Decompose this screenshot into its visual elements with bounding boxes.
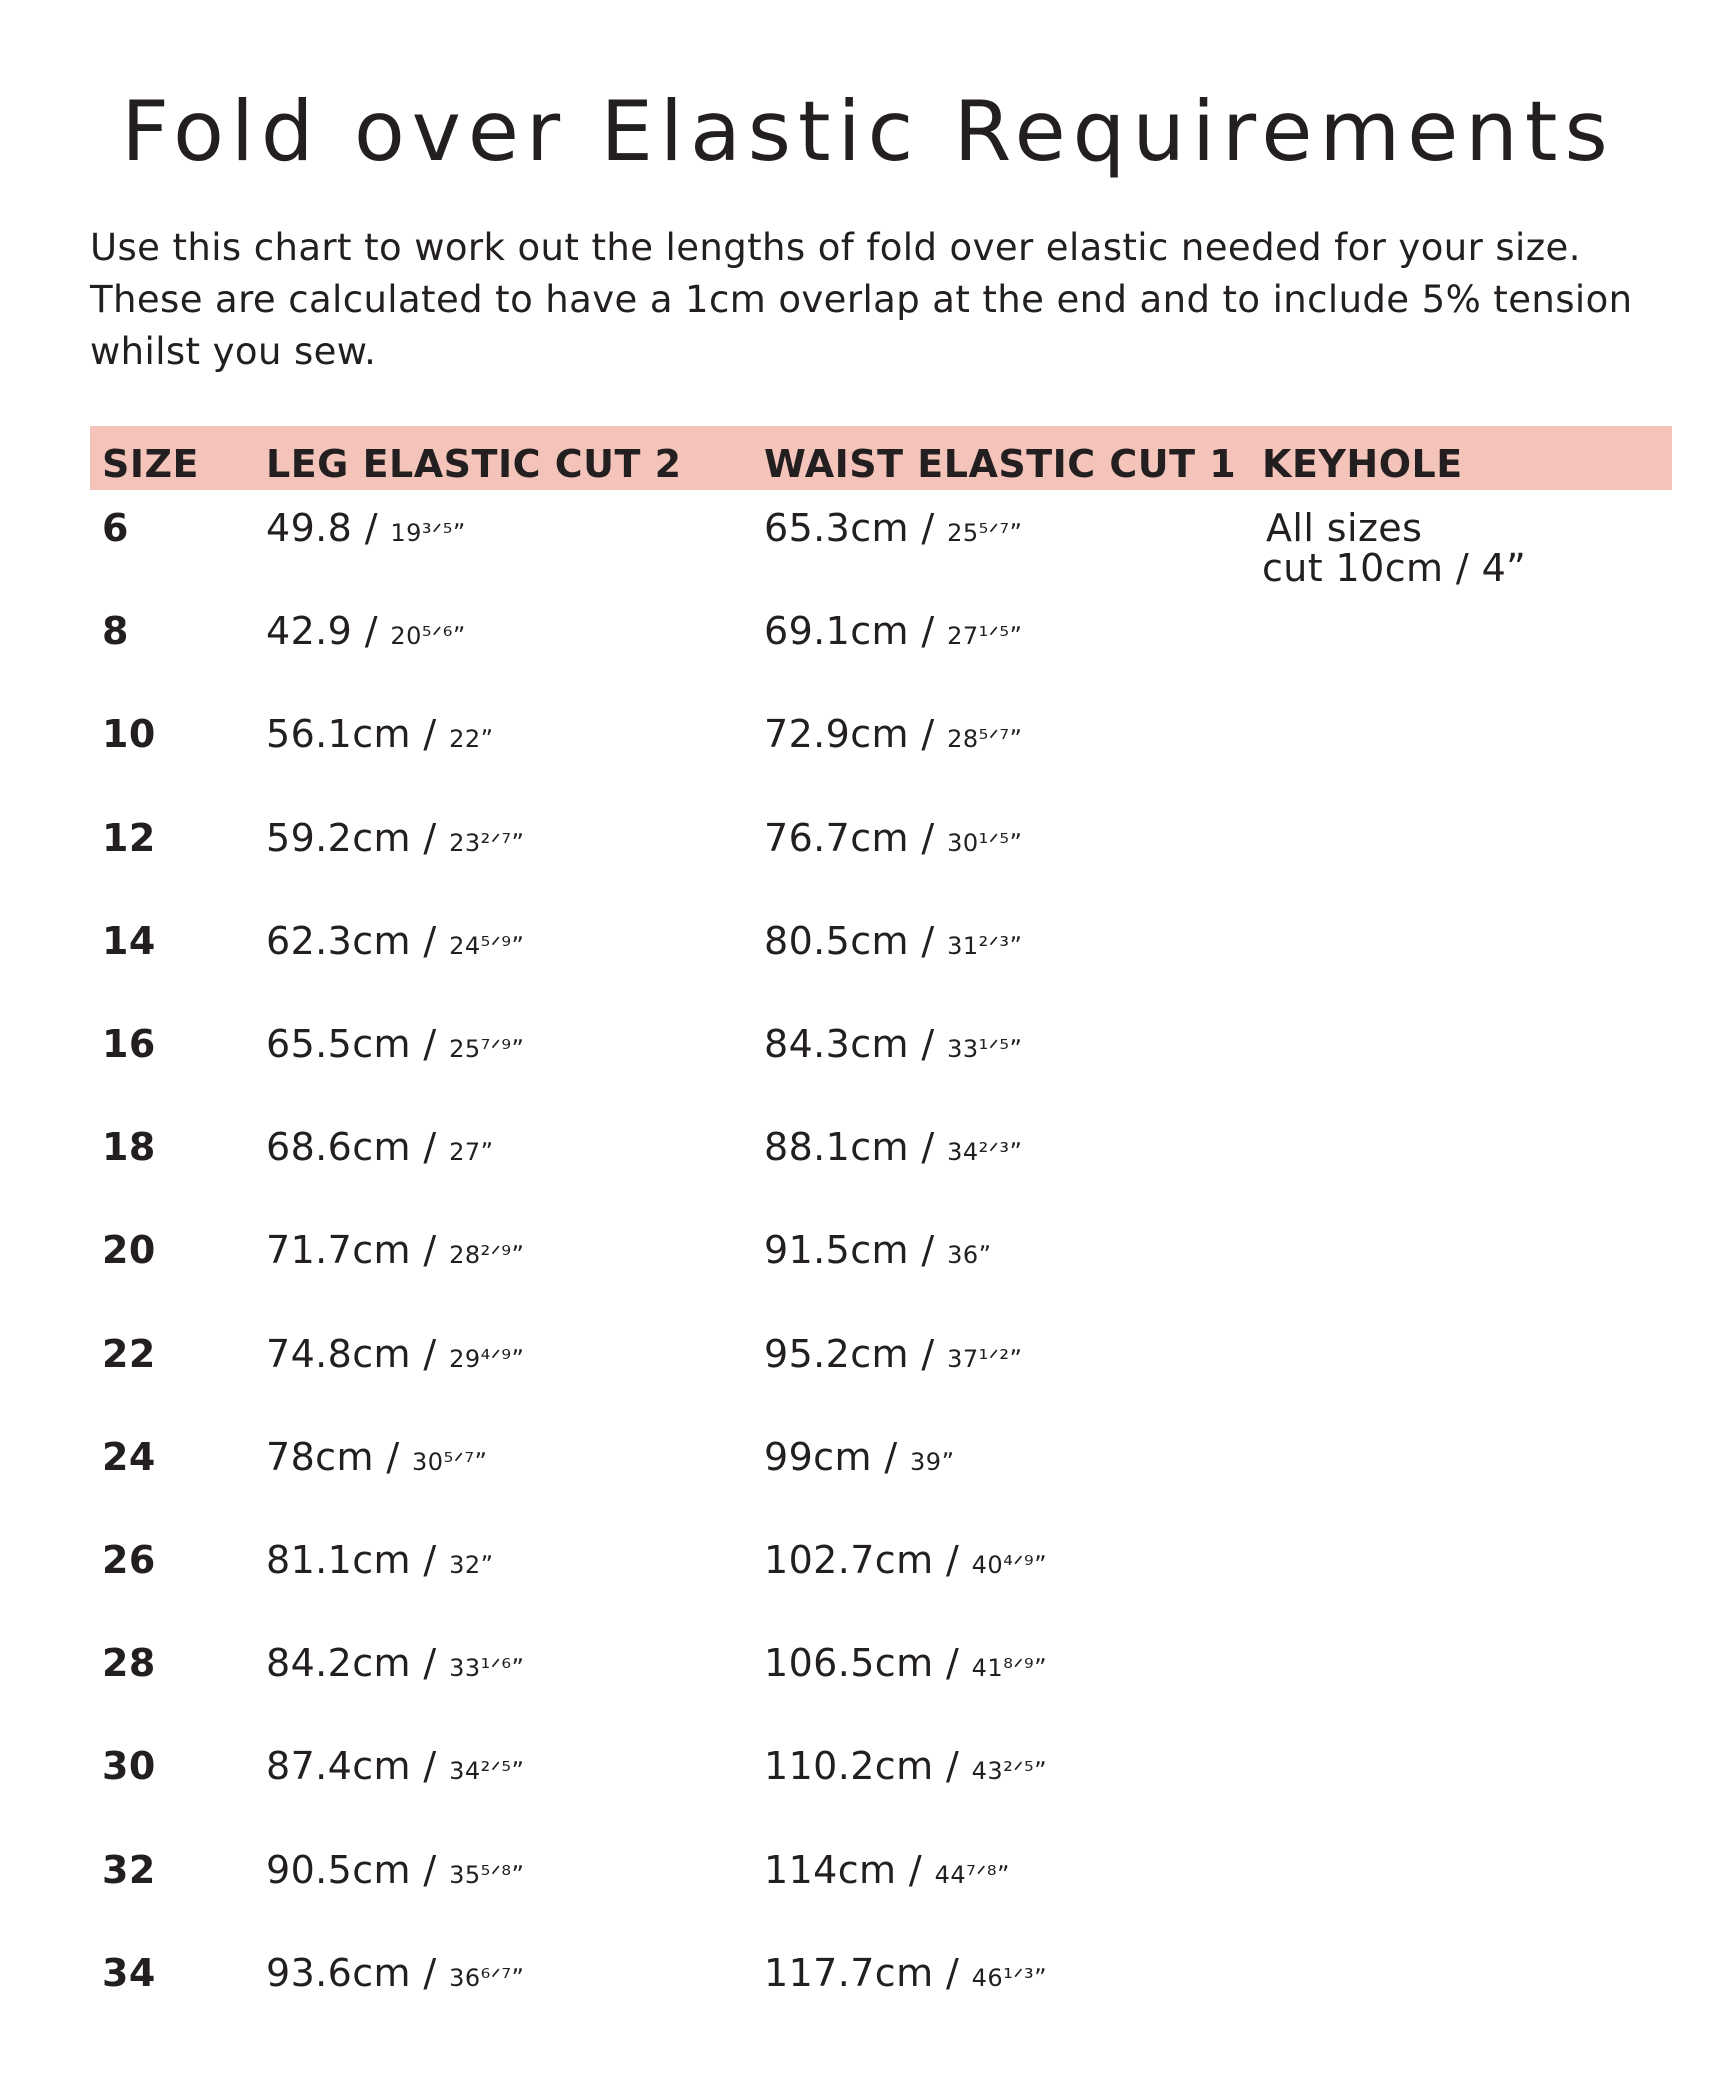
waist-cm-value: 114cm / — [764, 1848, 935, 1892]
size-cell: 22 — [102, 1332, 156, 1376]
leg-elastic-cell — [266, 1222, 524, 1283]
leg-elastic-cell — [266, 1635, 524, 1696]
leg-cm-value: 65.5cm / — [266, 1022, 450, 1066]
leg-inch-value: 35⁵ᐟ⁸ˮ — [449, 1861, 525, 1889]
leg-elastic-cell — [266, 1429, 487, 1490]
waist-cm-value: 69.1cm / — [764, 609, 948, 653]
leg-inch-value: 27ˮ — [449, 1138, 494, 1166]
table-row — [0, 1119, 1736, 1179]
size-cell: 30 — [102, 1744, 156, 1788]
leg-inch-value: 19³ᐟ⁵ˮ — [390, 519, 466, 547]
table-row — [0, 1945, 1736, 2005]
leg-inch-value: 30⁵ᐟ⁷ˮ — [412, 1448, 488, 1476]
table-row — [0, 1222, 1736, 1282]
leg-cm-value: 71.7cm / — [266, 1228, 450, 1272]
waist-inch-value: 44⁷ᐟ⁸ˮ — [934, 1861, 1010, 1889]
table-row — [0, 1842, 1736, 1902]
waist-elastic-cell — [764, 1429, 955, 1490]
leg-inch-value: 24⁵ᐟ⁹ˮ — [449, 932, 525, 960]
intro-text — [90, 222, 1690, 378]
table-row — [0, 1016, 1736, 1076]
size-cell: 10 — [102, 712, 156, 756]
leg-cm-value: 49.8 / — [266, 506, 391, 550]
table-row — [0, 1429, 1736, 1489]
size-cell: 14 — [102, 919, 156, 963]
page-title: Fold over Elastic Requirements — [121, 83, 1615, 180]
table-row — [0, 913, 1736, 973]
table-row — [0, 500, 1736, 560]
waist-cm-value: 110.2cm / — [764, 1744, 972, 1788]
header-size: SIZE — [102, 442, 200, 486]
leg-cm-value: 78cm / — [266, 1435, 413, 1479]
waist-cm-value: 102.7cm / — [764, 1538, 972, 1582]
size-cell: 18 — [102, 1125, 156, 1169]
leg-cm-value: 84.2cm / — [266, 1641, 450, 1685]
leg-elastic-cell — [266, 1326, 524, 1387]
waist-elastic-cell — [764, 706, 1022, 767]
intro-line: These are calculated to have a 1cm overlap at the end and to include 5% tension — [90, 278, 1633, 321]
waist-cm-value: 76.7cm / — [764, 816, 948, 860]
keyhole-line: cut 10cm / 4” — [1262, 546, 1527, 590]
intro-line: Use this chart to work out the lengths of fold over elastic needed for your size. — [90, 226, 1581, 269]
table-row — [0, 810, 1736, 870]
waist-inch-value: 39ˮ — [910, 1448, 955, 1476]
table-row — [0, 1635, 1736, 1695]
leg-cm-value: 59.2cm / — [266, 816, 450, 860]
size-cell: 26 — [102, 1538, 156, 1582]
leg-inch-value: 29⁴ᐟ⁹ˮ — [449, 1345, 525, 1373]
waist-elastic-cell — [764, 1532, 1047, 1593]
waist-elastic-cell — [764, 603, 1022, 664]
leg-inch-value: 22ˮ — [449, 725, 494, 753]
leg-cm-value: 90.5cm / — [266, 1848, 450, 1892]
waist-elastic-cell — [764, 1738, 1047, 1799]
leg-elastic-cell — [266, 1738, 524, 1799]
leg-inch-value: 33¹ᐟ⁶ˮ — [449, 1654, 525, 1682]
header-leg-elastic: LEG ELASTIC CUT 2 — [266, 442, 682, 486]
waist-inch-value: 43²ᐟ⁵ˮ — [971, 1757, 1048, 1785]
leg-cm-value: 42.9 / — [266, 609, 391, 653]
waist-cm-value: 65.3cm / — [764, 506, 948, 550]
size-cell: 20 — [102, 1228, 156, 1272]
leg-cm-value: 74.8cm / — [266, 1332, 450, 1376]
leg-elastic-cell — [266, 1532, 494, 1593]
waist-elastic-cell — [764, 1326, 1022, 1387]
leg-elastic-cell — [266, 913, 524, 974]
leg-cm-value: 62.3cm / — [266, 919, 450, 963]
leg-cm-value: 56.1cm / — [266, 712, 450, 756]
leg-inch-value: 25⁷ᐟ⁹ˮ — [449, 1035, 525, 1063]
waist-elastic-cell — [764, 1016, 1022, 1077]
waist-inch-value: 46¹ᐟ³ˮ — [971, 1964, 1048, 1992]
leg-elastic-cell — [266, 810, 524, 871]
leg-inch-value: 28²ᐟ⁹ˮ — [449, 1241, 525, 1269]
leg-inch-value: 23²ᐟ⁷ˮ — [449, 829, 525, 857]
waist-elastic-cell — [764, 1222, 992, 1283]
size-cell: 8 — [102, 609, 129, 653]
waist-elastic-cell — [764, 1945, 1047, 2006]
waist-elastic-cell — [764, 500, 1022, 561]
waist-cm-value: 106.5cm / — [764, 1641, 972, 1685]
waist-elastic-cell — [764, 1119, 1022, 1180]
waist-cm-value: 84.3cm / — [764, 1022, 948, 1066]
waist-inch-value: 36ˮ — [947, 1241, 992, 1269]
size-cell: 34 — [102, 1951, 156, 1995]
leg-elastic-cell — [266, 706, 494, 767]
table-row — [0, 1738, 1736, 1798]
leg-elastic-cell — [266, 603, 466, 664]
waist-inch-value: 41⁸ᐟ⁹ˮ — [971, 1654, 1048, 1682]
waist-inch-value: 27¹ᐟ⁵ˮ — [947, 622, 1023, 650]
leg-inch-value: 36⁶ᐟ⁷ˮ — [449, 1964, 525, 1992]
table-row — [0, 706, 1736, 766]
leg-cm-value: 93.6cm / — [266, 1951, 450, 1995]
header-keyhole: KEYHOLE — [1262, 442, 1463, 486]
waist-elastic-cell — [764, 1842, 1010, 1903]
leg-inch-value: 20⁵ᐟ⁶ˮ — [390, 622, 466, 650]
size-cell: 12 — [102, 816, 156, 860]
waist-cm-value: 72.9cm / — [764, 712, 948, 756]
waist-inch-value: 28⁵ᐟ⁷ˮ — [947, 725, 1023, 753]
leg-cm-value: 81.1cm / — [266, 1538, 450, 1582]
leg-cm-value: 68.6cm / — [266, 1125, 450, 1169]
waist-cm-value: 91.5cm / — [764, 1228, 948, 1272]
waist-cm-value: 117.7cm / — [764, 1951, 972, 1995]
leg-cm-value: 87.4cm / — [266, 1744, 450, 1788]
waist-inch-value: 25⁵ᐟ⁷ˮ — [947, 519, 1023, 547]
leg-elastic-cell — [266, 1945, 524, 2006]
waist-cm-value: 95.2cm / — [764, 1332, 948, 1376]
waist-cm-value: 88.1cm / — [764, 1125, 948, 1169]
leg-elastic-cell — [266, 1842, 524, 1903]
leg-inch-value: 32ˮ — [449, 1551, 494, 1579]
waist-inch-value: 30¹ᐟ⁵ˮ — [947, 829, 1023, 857]
waist-elastic-cell — [764, 913, 1022, 974]
size-cell: 6 — [102, 506, 129, 550]
waist-cm-value: 99cm / — [764, 1435, 911, 1479]
waist-inch-value: 40⁴ᐟ⁹ˮ — [971, 1551, 1048, 1579]
keyhole-line: All sizes — [1266, 506, 1423, 550]
size-cell: 16 — [102, 1022, 156, 1066]
leg-inch-value: 34²ᐟ⁵ˮ — [449, 1757, 525, 1785]
table-row — [0, 1532, 1736, 1592]
waist-elastic-cell — [764, 1635, 1047, 1696]
table-row — [0, 1326, 1736, 1386]
header-waist-elastic: WAIST ELASTIC CUT 1 — [764, 442, 1237, 486]
leg-elastic-cell — [266, 1119, 494, 1180]
waist-inch-value: 31²ᐟ³ˮ — [947, 932, 1023, 960]
waist-cm-value: 80.5cm / — [764, 919, 948, 963]
waist-elastic-cell — [764, 810, 1022, 871]
intro-line: whilst you sew. — [90, 330, 377, 373]
table-row — [0, 603, 1736, 663]
waist-inch-value: 33¹ᐟ⁵ˮ — [947, 1035, 1023, 1063]
size-cell: 24 — [102, 1435, 156, 1479]
waist-inch-value: 37¹ᐟ²ˮ — [947, 1345, 1023, 1373]
size-cell: 28 — [102, 1641, 156, 1685]
leg-elastic-cell — [266, 500, 466, 561]
waist-inch-value: 34²ᐟ³ˮ — [947, 1138, 1023, 1166]
leg-elastic-cell — [266, 1016, 524, 1077]
size-cell: 32 — [102, 1848, 156, 1892]
